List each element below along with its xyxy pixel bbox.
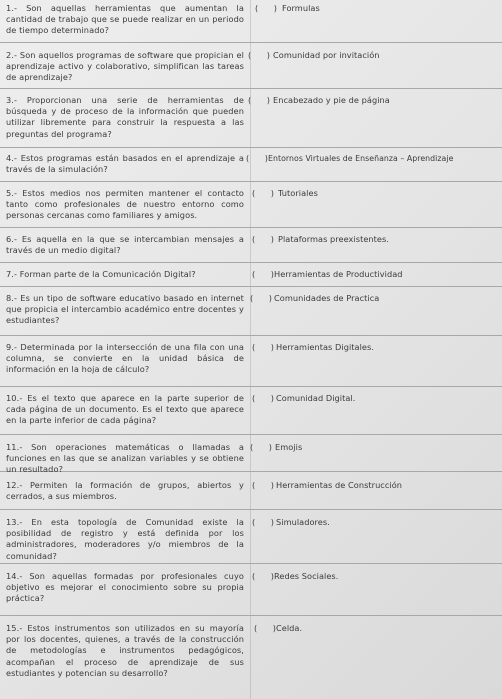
option-4: Entornos Virtuales de Enseñanza – Aprendizaje xyxy=(268,154,454,163)
question-10: 10.- Es el texto que aparece en la parte superior de cada página de un documento. Es el texto que aparece en la parte inferior de cada página? xyxy=(6,393,244,426)
answer-blank-14: ( ) xyxy=(252,571,275,581)
question-3: 3.- Proporcionan una serie de herramientas de búsqueda y de proceso de la información que pueden utilizar libremente para construir la respuesta a las preguntas del programa? xyxy=(6,95,244,139)
question-13: 13.- En esta topología de Comunidad existe la posibilidad de registro y está definida por los administradores, moderadores y/o miembros de la comunidad? xyxy=(6,517,244,561)
option-7: Herramientas de Productividad xyxy=(274,269,403,279)
matching-row-5 xyxy=(0,182,502,228)
option-11: Emojis xyxy=(275,442,303,452)
answer-blank-9: ( ) xyxy=(252,342,275,352)
question-6: 6.- Es aquella en la que se intercambian mensajes a través de un medio digital? xyxy=(6,234,244,256)
question-8: 8.- Es un tipo de software educativo basado en internet que propicia el intercambio académico entre docentes y estudiantes? xyxy=(6,293,244,326)
option-9: Herramientas Digitales. xyxy=(276,342,374,352)
answer-blank-1: ( ) xyxy=(255,3,278,13)
question-11: 11.- Son operaciones matemáticas o llamadas a funciones en las que se analizan variables y se obtiene un resultado? xyxy=(6,442,244,475)
question-4: 4.- Estos programas están basados en el aprendizaje a través de la simulación? xyxy=(6,153,244,175)
matching-row-3 xyxy=(0,89,502,148)
answer-blank-11: ( ) xyxy=(250,442,273,452)
matching-row-14 xyxy=(0,564,502,616)
answer-blank-5: ( ) xyxy=(252,188,275,198)
answer-blank-7: ( ) xyxy=(252,269,275,279)
question-9: 9.- Determinada por la intersección de una fila con una columna, se convierte en la unidad básica de información en la hoja de cálculo? xyxy=(6,342,244,375)
answer-blank-15: ( ) xyxy=(254,623,277,633)
matching-row-1 xyxy=(0,0,502,43)
answer-blank-6: ( ) xyxy=(252,234,275,244)
option-12: Herramientas de Construcción xyxy=(276,480,403,490)
question-12: 12.- Permiten la formación de grupos, abiertos y cerrados, a sus miembros. xyxy=(6,480,244,502)
answer-blank-8: ( ) xyxy=(250,293,273,303)
matching-row-8 xyxy=(0,287,502,336)
question-7: 7.- Forman parte de la Comunicación Digital? xyxy=(6,269,196,279)
option-13: Simuladores. xyxy=(276,517,330,527)
matching-row-2 xyxy=(0,43,502,89)
matching-row-6 xyxy=(0,228,502,263)
answer-blank-13: ( ) xyxy=(252,517,275,527)
matching-row-10 xyxy=(0,387,502,435)
matching-row-9 xyxy=(0,336,502,387)
question-14: 14.- Son aquellas formadas por profesionales cuyo objetivo es mejorar el conocimiento sobre su propia práctica? xyxy=(6,571,244,604)
matching-row-12 xyxy=(0,472,502,510)
answer-blank-4: ( ) xyxy=(246,153,269,163)
matching-row-4 xyxy=(0,148,502,182)
answer-blank-3: ( ) xyxy=(248,95,271,105)
question-15: 15.- Estos instrumentos son utilizados en su mayoría por los docentes, quienes, a través de la construcción de metodologías e instrumentos pedagógicos, acompañan el proceso de aprendizaje de sus estudiantes y potencian su desarrollo? xyxy=(6,623,244,678)
answer-blank-12: ( ) xyxy=(252,480,275,490)
question-2: 2.- Son aquellos programas de software que propician el aprendizaje activo y colaborativo, simplifican las tareas de aprendizaje? xyxy=(6,50,244,83)
option-3: Encabezado y pie de página xyxy=(273,95,390,105)
question-5: 5.- Estos medios nos permiten mantener el contacto tanto como profesionales de nuestro entorno como personas cercanas como familiares y amigos. xyxy=(6,188,244,221)
matching-row-7 xyxy=(0,263,502,287)
answer-blank-10: ( ) xyxy=(252,393,275,403)
option-6: Plataformas preexistentes. xyxy=(278,234,389,244)
option-1: Formulas xyxy=(282,3,320,13)
matching-row-15 xyxy=(0,616,502,699)
question-1: 1.- Son aquellas herramientas que aumentan la cantidad de trabajo que se puede realizar en un periodo de tiempo determinado? xyxy=(6,3,244,36)
option-15: Celda. xyxy=(276,623,303,633)
option-5: Tutoriales xyxy=(278,188,318,198)
option-8: Comunidades de Practica xyxy=(274,293,380,303)
matching-row-13 xyxy=(0,510,502,564)
option-2: Comunidad por invitación xyxy=(273,50,380,60)
option-14: Redes Sociales. xyxy=(274,571,339,581)
answer-blank-2: ( ) xyxy=(248,50,271,60)
option-10: Comunidad Digital. xyxy=(276,393,356,403)
matching-row-11 xyxy=(0,435,502,475)
